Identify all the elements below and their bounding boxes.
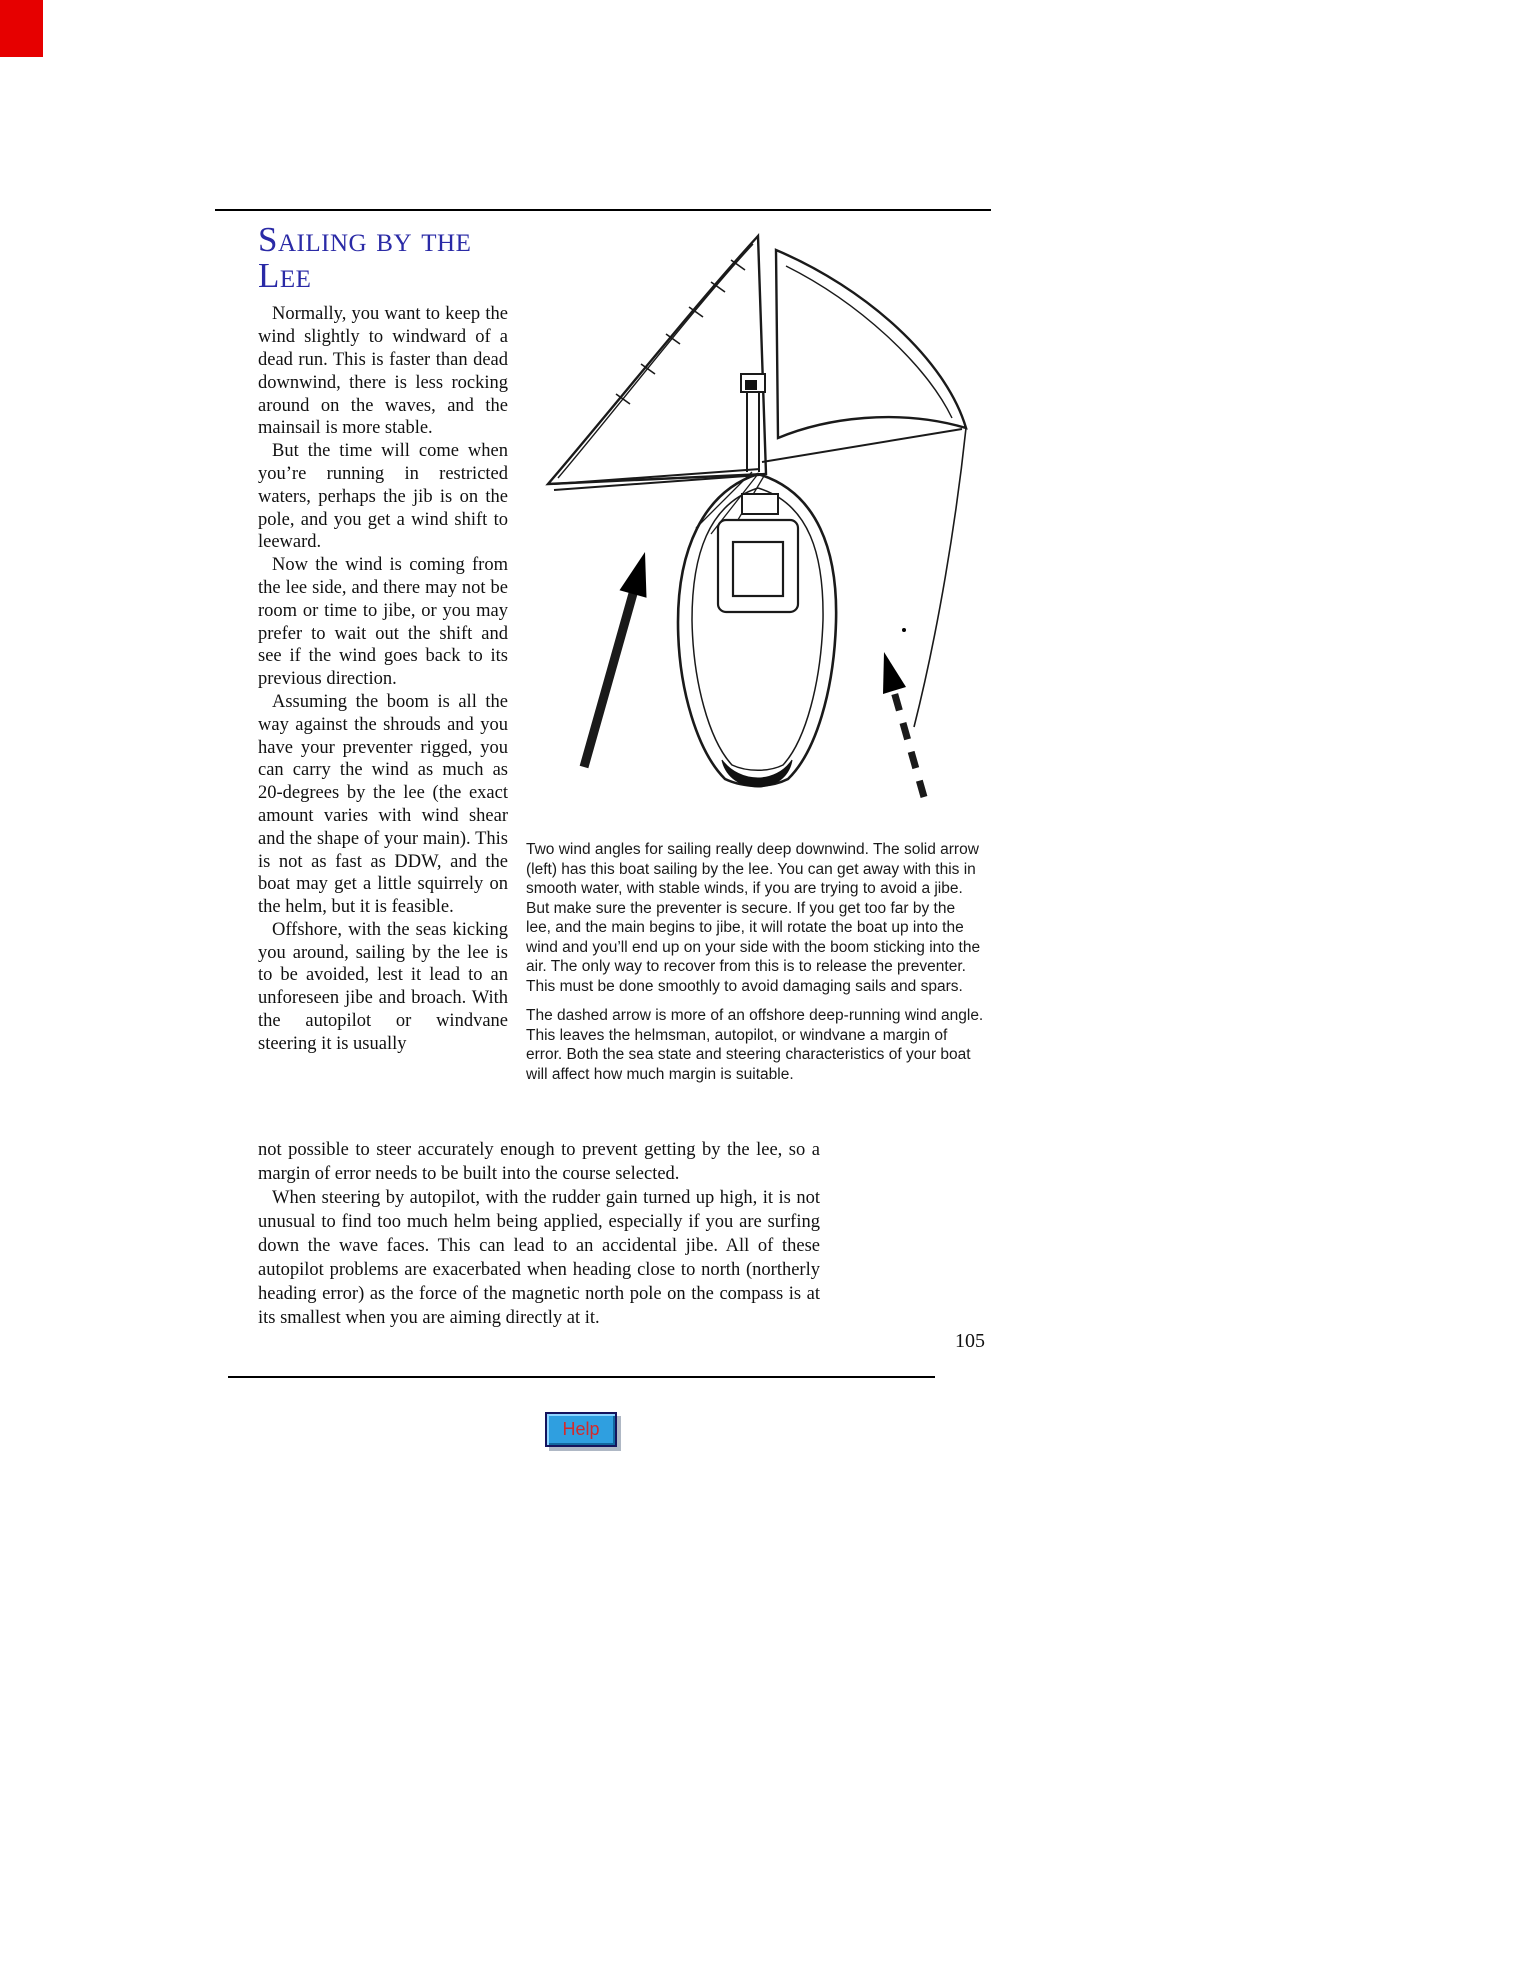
body-paragraph: Assuming the boom is all the way against the shrouds and you have your preventer rigged, you can carry the wind as much as 20-degrees by the lee (the exact amount varies with wind shear and the shape of your main). This is not as fast as DDW, and the boat may get a little squirrely on the helm, but it is feasible. <box>258 691 508 918</box>
body-paragraph: not possible to steer accurately enough to prevent getting by the lee, so a margin of error needs to be built into the course selected. <box>258 1140 820 1184</box>
ink-dot <box>902 628 906 632</box>
mainsail <box>548 236 766 484</box>
mast <box>741 374 765 472</box>
dashed-wind-arrow <box>883 652 924 797</box>
page-corner-marker <box>0 0 43 57</box>
figure-captions <box>526 840 984 1084</box>
body-paragraph: Offshore, with the seas kicking you around, sailing by the lee is to be avoided, lest it lead to an unforeseen jibe and broach. With the autopilot or windvane steering it is usually <box>258 919 508 1054</box>
jib-sheet <box>914 428 966 727</box>
jib-sail <box>776 250 966 438</box>
sailboat-figure <box>526 222 991 822</box>
help-button-label: Help <box>562 1419 600 1439</box>
companionway <box>742 494 778 514</box>
body-paragraph: Normally, you want to keep the wind slightly to windward of a dead run. This is faster than dead downwind, there is less rocking around on the waves, and the mainsail is more stable. <box>258 304 508 439</box>
header-rule <box>215 209 991 211</box>
body-paragraph: Now the wind is coming from the lee side, and there may not be room or time to jibe, or you may prefer to wait out the shift and see if the wind goes back to its previous direction. <box>258 555 508 690</box>
help-button[interactable] <box>545 1412 617 1447</box>
solid-wind-arrow <box>584 552 647 767</box>
full-width-text <box>258 1138 820 1330</box>
title-line-2: Lee <box>258 255 312 295</box>
page-number: 105 <box>955 1330 985 1352</box>
body-paragraph: But the time will come when you’re running in restricted waters, perhaps the jib is on the pole, and you get a wind shift to leeward. <box>258 441 508 553</box>
cockpit-inner <box>733 542 783 596</box>
figure-column <box>526 222 991 1084</box>
page-content <box>258 220 991 1328</box>
figure-caption-1: Two wind angles for sailing really deep downwind. The solid arrow (left) has this boat sailing by the lee. You can get away with this in smooth water, with stable winds, if you are trying to avoid a jibe. But make sure the preventer is secure. If you get too far by the lee, and the main begins to jibe, it will rotate the boat up into the wind and you’ll end up on your side with the boom sticking into the air. The only way to recover from this is to release the preventer. This must be done smoothly to avoid damaging sails and spars. <box>526 841 981 995</box>
footer-rule <box>228 1376 935 1378</box>
text-column <box>258 222 508 1056</box>
title-line-1: Sailing by the <box>258 220 472 259</box>
body-paragraph: When steering by autopilot, with the rudder gain turned up high, it is not unusual to find too much helm being applied, especially if you are surfing down the wave faces. This can lead to an accidental jibe. All of these autopilot problems are exacerbated when heading close to north (northerly heading error) as the force of the magnetic north pole on the compass is at its smallest when you are aiming directly at it. <box>258 1188 820 1328</box>
article-title <box>258 222 508 293</box>
figure-caption-2: The dashed arrow is more of an offshore deep-running wind angle. This leaves the helmsman, autopilot, or windvane a margin of error. Both the sea state and steering characteristics of your boat will affect how much margin is suitable. <box>526 1007 984 1083</box>
sail-hatching <box>616 260 745 404</box>
spinnaker-pole <box>762 429 962 462</box>
